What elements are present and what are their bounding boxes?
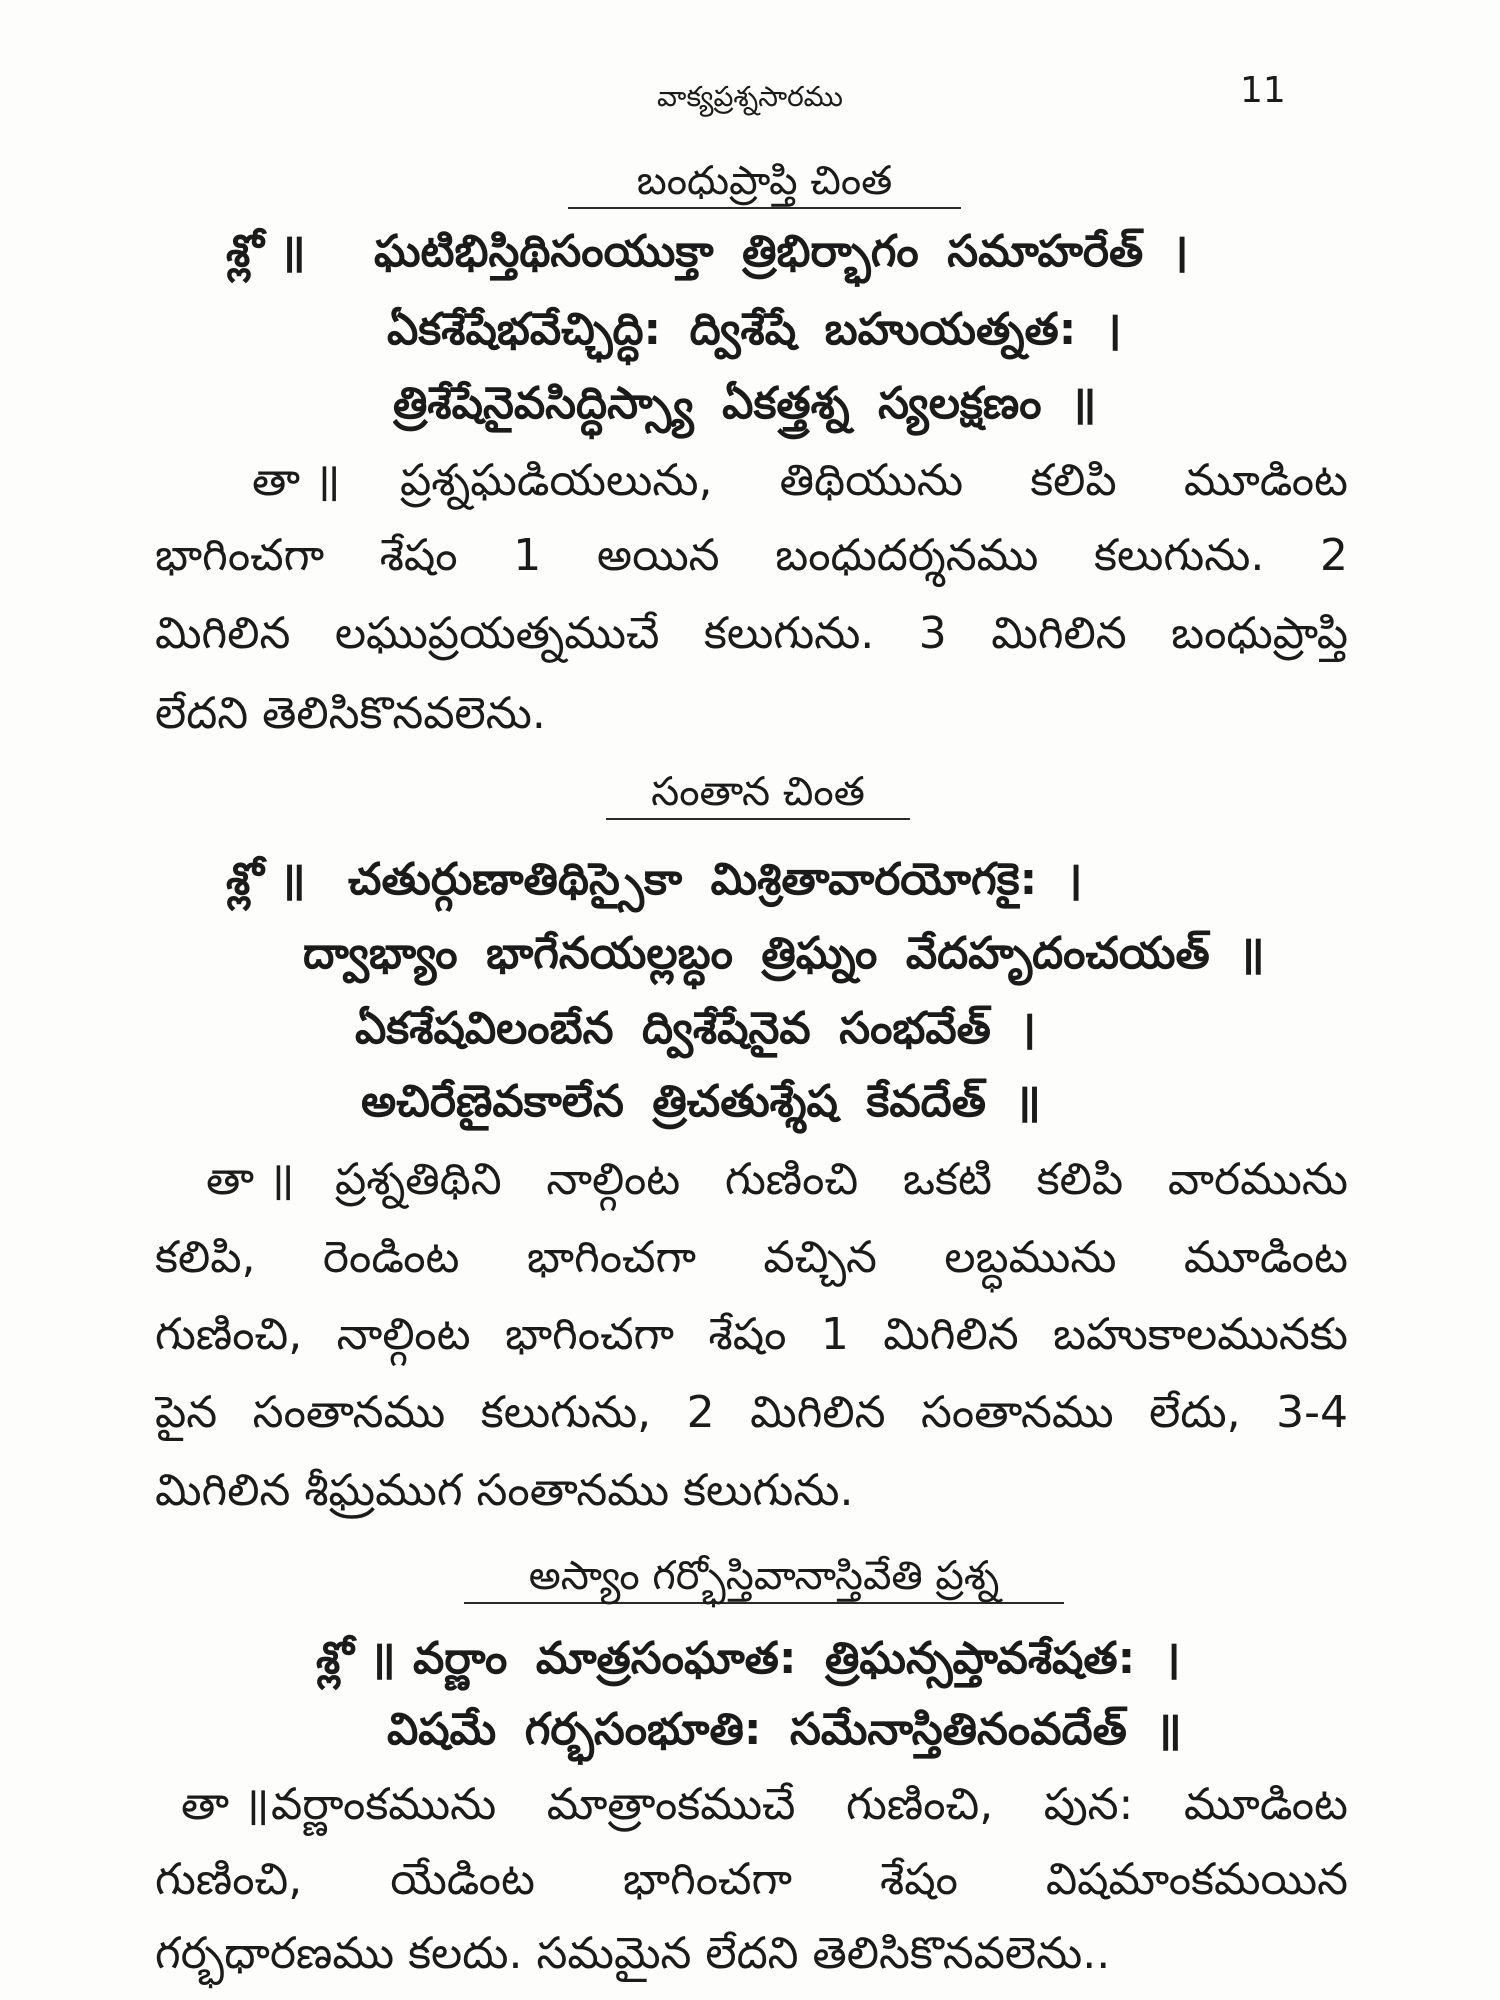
tatparya-marker: తా ॥: [181, 1779, 270, 1830]
tatparya-line: భాగించగా శేషం 1 అయిన బంధుదర్శనము కలుగును. 2: [155, 530, 1348, 581]
shloka-line: ద్వాభ్యాం భాగేనయల్లబ్ధం త్రిఘ్నం వేదహృదంచయత్ ॥: [303, 928, 1265, 979]
tatparya-line: పైన సంతానము కలుగును, 2 మిగిలిన సంతానము లేదు, 3-4: [155, 1387, 1348, 1438]
shloka-marker: శ్లో ॥: [226, 854, 306, 905]
section-heading: సంతాన చింత: [606, 766, 910, 820]
shloka-marker: శ్లో ॥: [316, 1633, 396, 1684]
page-number: 11: [1240, 70, 1286, 111]
shloka-line: అచిరేణైవకాలేన త్రిచతుశ్శేష కేవదేత్ ॥: [361, 1076, 1041, 1127]
shloka-line: త్రిశేషేనైవసిద్ధిస్స్యా ఏకత్త్రశ్న స్యలక్షణం ॥: [393, 378, 1097, 429]
tatparya-line: గుణించి, యేడింట భాగించగా శేషం విషమాంకమయిన: [155, 1854, 1348, 1905]
tatparya-line: వర్ణాంకమును మాత్రాంకముచే గుణించి, పున: మూడింట: [271, 1779, 1348, 1830]
section-heading: అస్యాం గర్భోస్తివానాస్తివేతి ప్రశ్న: [464, 1550, 1064, 1604]
shloka-line: ఏకశేషవిలంబేన ద్విశేషేనైవ సంభవేత్ ।: [355, 1003, 1037, 1054]
tatparya-line: లేదని తెలిసికొనవలెను.: [155, 688, 546, 739]
tatparya-marker: తా ॥: [252, 455, 341, 506]
section-heading: బంధుప్రాప్తి చింత: [568, 155, 961, 209]
running-title: వాక్యప్రశ్నసారము: [656, 80, 843, 113]
tatparya-line: మిగిలిన లఘుప్రయత్నముచే కలుగును. 3 మిగిలిన బంధుప్రాప్తి: [155, 608, 1348, 659]
shloka-line: విషమే గర్భసంభూతి: సమేనాస్తితినంవదేత్ ॥: [387, 1704, 1182, 1755]
shloka-line: వర్ణాం మాత్రసంఘాత: త్రిఘన్సప్తావశేషత: ।: [413, 1633, 1181, 1684]
shloka-line: చతుర్గుణాతిథిస్సైకా మిశ్రితావారయోగకై: ।: [348, 854, 1083, 905]
tatparya-line: మిగిలిన శీఘ్రముగ సంతానము కలుగును.: [155, 1465, 854, 1516]
shloka-marker: శ్లో ॥: [226, 226, 306, 277]
tatparya-marker: తా ॥: [206, 1154, 295, 1205]
shloka-line: ఘటిభిస్తిథిసంయుక్తా త్రిభిర్భాగం సమాహరేత్ ।: [374, 226, 1189, 277]
tatparya-line: గర్భధారణము కలదు. సమమైన లేదని తెలిసికొనవలెను..: [155, 1928, 1111, 1979]
tatparya-line: ప్రశ్నఘడియలును, తిథియును కలిపి మూడింట: [400, 455, 1348, 506]
tatparya-line: గుణించి, నాల్గింట భాగించగా శేషం 1 మిగిలిన బహుకాలమునకు: [155, 1309, 1348, 1360]
shloka-line: ఏకశేషేభవేచ్ఛిద్ధి: ద్విశేషే బహుయత్నత: ।: [387, 304, 1122, 355]
tatparya-line: ప్రశ్నతిథిని నాల్గింట గుణించి ఒకటి కలిపి వారమును: [335, 1154, 1348, 1205]
tatparya-line: కలిపి, రెండింట భాగించగా వచ్చిన లబ్ధమును మూడింట: [155, 1232, 1348, 1283]
